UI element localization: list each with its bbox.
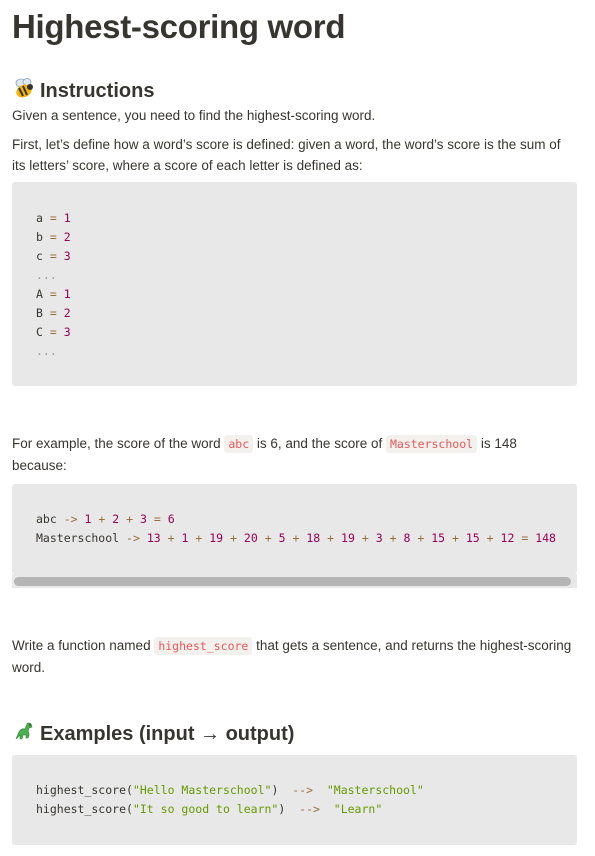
letter-score: 3 [63, 249, 71, 263]
letter-score: 8 [403, 531, 411, 545]
letter-score: 15 [431, 531, 446, 545]
equals-operator: = [49, 287, 57, 301]
letter-score: 13 [146, 531, 161, 545]
page-title: Highest-scoring word [12, 8, 346, 45]
ellipsis: ... [36, 268, 57, 282]
letter: b [36, 230, 43, 244]
instructions-heading-text: Instructions [40, 79, 155, 102]
letter-score: 3 [375, 531, 383, 545]
letter-score: 2 [63, 230, 71, 244]
equals-operator: = [49, 249, 57, 263]
function-name: highest_score [36, 783, 127, 797]
input-string: "It so good to learn" [132, 802, 279, 816]
instructions-heading [12, 77, 154, 105]
bee-icon [12, 77, 36, 105]
letter-score: 20 [243, 531, 258, 545]
plus-operator: + [126, 512, 134, 526]
word: abc [36, 512, 57, 526]
equals-operator: = [49, 325, 57, 339]
inline-code-masterschool: Masterschool [386, 435, 477, 453]
equals-operator: = [49, 306, 57, 320]
function-paragraph [12, 635, 572, 678]
ellipsis: ... [36, 344, 57, 358]
scrollbar-thumb[interactable] [14, 577, 571, 586]
examples-code-block[interactable] [12, 755, 577, 845]
letter-score: 19 [341, 531, 355, 545]
letter-score: 1 [84, 512, 92, 526]
letter-score: 3 [63, 325, 71, 339]
inline-code-abc: abc [224, 435, 253, 453]
plus-operator: + [264, 531, 272, 545]
letter-score: 15 [465, 531, 480, 545]
score-example-code-block[interactable] [12, 484, 577, 574]
arrow-operator: --> [292, 783, 313, 797]
examples-heading [12, 720, 294, 748]
equals-operator: = [153, 512, 161, 526]
output-string: "Masterschool" [326, 783, 424, 797]
plus-operator: + [389, 531, 397, 545]
code-line [36, 228, 577, 247]
letter-score: 1 [181, 531, 189, 545]
letter: B [36, 306, 43, 320]
example-text: is 6, and the score of [253, 436, 386, 451]
letter-score: 12 [500, 531, 515, 545]
code-line [36, 323, 577, 342]
inline-code-highest-score: highest_score [154, 637, 252, 655]
code-line: highest_score("Hello Masterschool") --> "Masterschool" [36, 783, 424, 797]
letter: A [36, 287, 43, 301]
plus-operator: + [327, 531, 335, 545]
equals-operator: = [49, 230, 57, 244]
equals-operator: = [49, 211, 57, 225]
code-line [36, 304, 577, 323]
letter-score: 19 [209, 531, 224, 545]
plus-operator: + [361, 531, 369, 545]
code-line: highest_score("It so good to learn") --> "Learn" [36, 802, 383, 816]
input-string: "Hello Masterschool" [132, 783, 272, 797]
dinosaur-icon [12, 720, 36, 748]
plus-operator: + [98, 512, 106, 526]
code-line [36, 510, 577, 529]
plus-operator: + [167, 531, 175, 545]
letter-score: 3 [140, 512, 147, 526]
function-text: that gets a sentence, and returns the highest-scoring word. [12, 638, 572, 675]
total-score: 148 [535, 531, 556, 545]
letter: a [36, 211, 43, 225]
plus-operator: + [451, 531, 459, 545]
function-text: Write a function named [12, 638, 155, 653]
arrow-operator: --> [299, 802, 320, 816]
function-name: highest_score [36, 802, 127, 816]
example-paragraph [12, 433, 572, 476]
arrow-operator: -> [126, 531, 140, 545]
code-line [36, 209, 577, 228]
code-line [36, 247, 577, 266]
letter-score: 1 [63, 211, 71, 225]
plus-operator: + [195, 531, 203, 545]
plus-operator: + [292, 531, 300, 545]
output-string: "Learn" [333, 802, 383, 816]
plus-operator: + [486, 531, 494, 545]
plus-operator: + [417, 531, 425, 545]
examples-heading-text: Examples (input → output) [40, 722, 295, 745]
letter-score: 2 [63, 306, 71, 320]
arrow-operator: -> [63, 512, 78, 526]
horizontal-scrollbar[interactable] [12, 574, 577, 588]
letter-score: 5 [278, 531, 286, 545]
letter-score: 1 [63, 287, 71, 301]
code-line [36, 285, 577, 304]
equals-operator: = [521, 531, 529, 545]
code-line [36, 529, 577, 548]
word: Masterschool [36, 531, 120, 545]
plus-operator: + [230, 531, 237, 545]
total-score: 6 [167, 512, 175, 526]
letter: C [36, 325, 43, 339]
letter: c [36, 249, 43, 263]
letter-score: 18 [306, 531, 321, 545]
instructions-paragraph-2: First, let’s define how a word’s score is defined: given a word, the word’s score is the sum of its letters’ score, where a score of each letter is defined as: [12, 137, 561, 173]
instructions-paragraph-1: Given a sentence, you need to find the highest-scoring word. [12, 108, 376, 123]
letter-score: 2 [112, 512, 120, 526]
example-text: is 148 because: [12, 436, 517, 473]
example-text: For example, the score of the word [12, 436, 225, 451]
letter-score-code-block[interactable] [12, 182, 577, 386]
